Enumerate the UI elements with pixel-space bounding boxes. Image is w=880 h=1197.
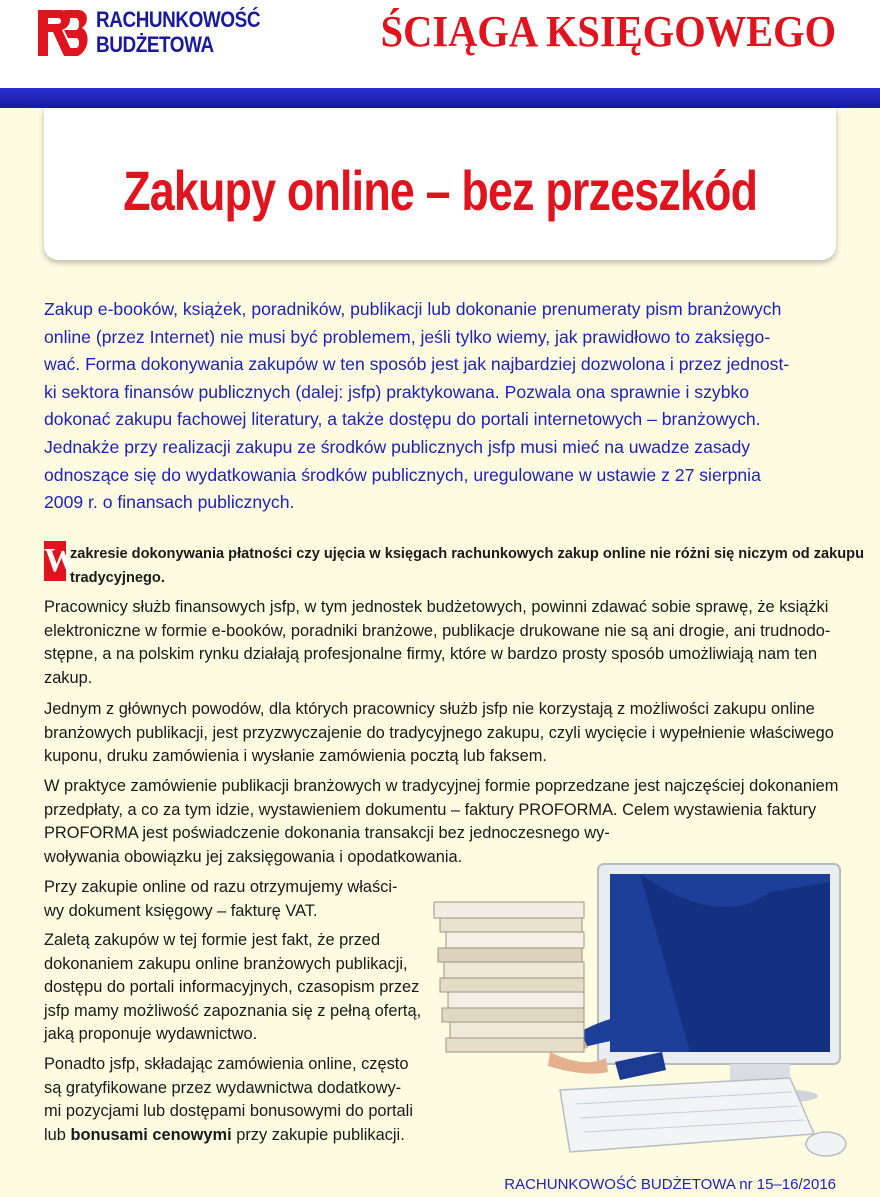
text-line: kuponu, druku zamówienia i wysłanie zamówienia pocztą lub faksem. (44, 747, 547, 766)
page-footer: RACHUNKOWOŚĆ BUDŻETOWA nr 15–16/2016 (504, 1176, 836, 1193)
intro-line: zakresie dokonywania płatności czy ujęcia w księgach rachunkowych zakup online nie różni się niczym od zakupu (70, 546, 864, 562)
body-paragraph-1 (44, 596, 836, 690)
body-paragraph-2 (44, 698, 836, 769)
text-fragment: lub (44, 1125, 71, 1144)
logo-text-line1: RACHUNKOWOŚĆ (96, 7, 261, 32)
lead-line: dokonać zakupu fachowej literatury, a także dostępu do portali internetowych – branżowych. (44, 409, 761, 430)
body-paragraph-3 (44, 775, 839, 869)
text-line: jaką proponuje wydawnictwo. (44, 1025, 258, 1044)
text-line: branżowych publikacji, jest przyzwyczajenie do tradycyjnego zakupu, czyli wycięcie i wypełnienie właściwego (44, 723, 834, 742)
text-line: Jednym z głównych powodów, dla których pracownicy służb jsfp nie korzystają z możliwości zakupu online (44, 700, 815, 718)
lead-line: wać. Forma dokonywania zakupów w ten sposób jest jak najbardziej dozwolona i przez jednost- (44, 354, 790, 375)
lead-line: odnoszące się do wydatkowania środków publicznych, uregulowane w ustawie z 27 sierpnia (44, 464, 761, 485)
lead-line: online (przez Internet) nie musi być problemem, jeśli tylko wiemy, jak prawidłowo to zaksięgo- (44, 326, 771, 347)
text-line: Zaletą zakupów w tej formie jest fakt, że przed (44, 931, 381, 949)
text-fragment: przy zakupie publikacji. (231, 1125, 405, 1144)
text-line: przedpłaty, a co za tym idzie, wystawieniem dokumentu – faktury PROFORMA. Celem wystawienia faktury (44, 800, 817, 819)
book-stack-icon (434, 902, 584, 1052)
text-line: mi pozycjami lub dostępami bonusowymi do portali (44, 1102, 413, 1121)
text-line: wy dokument księgowy – fakturę VAT. (44, 901, 318, 920)
books-computer-illustration (430, 862, 850, 1162)
lead-line: Jednakże przy realizacji zakupu ze środków publicznych jsfp musi mieć na uwadze zasady (44, 436, 751, 457)
bold-phrase: bonusami cenowymi (70, 1125, 232, 1144)
drop-cap: W (44, 542, 78, 579)
page-header (0, 0, 880, 88)
text-line: Przy zakupie online od razu otrzymujemy właści- (44, 878, 398, 896)
text-line: Pracownicy służb finansowych jsfp, w tym jednostek budżetowych, powinni zdawać sobie sprawę, że książki (44, 598, 829, 616)
logo-text-line2: BUDŻETOWA (96, 32, 214, 57)
text-line: stępne, a na polskim rynku działają profesjonalne firmy, które w bardzo prosty sposób umożliwiają nam ten (44, 645, 818, 664)
text-line: dokonaniem zakupu online branżowych publikacji, (44, 954, 408, 973)
rb-logo-icon (34, 6, 90, 60)
text-line: jsfp mamy możliwość zapoznania się z pełną ofertą, (44, 1001, 422, 1020)
article-title: Zakupy online – bez przeszkód (123, 159, 758, 222)
section-title: ŚCIĄGA KSIĘGOWEGO (380, 7, 836, 56)
intro-line: tradycyjnego. (70, 570, 165, 586)
header-divider-bar (0, 88, 880, 108)
text-line: Ponadto jsfp, składając zamówienia online, często (44, 1055, 409, 1073)
lead-paragraph (44, 296, 836, 517)
lead-line: 2009 r. o finansach publicznych. (44, 492, 295, 513)
text-line: elektroniczne w formie e-booków, poradniki branżowe, publikacje drukowane nie są ani drogie, ani trudnodo- (44, 621, 831, 640)
text-line: W praktyce zamówienie publikacji branżowych w tradycyjnej formie poprzedzane jest najczęściej dokonaniem (44, 777, 839, 795)
title-box (44, 108, 836, 260)
text-line: są gratyfikowane przez wydawnictwa dodatkowy- (44, 1078, 402, 1097)
publisher-logo (34, 4, 274, 64)
lead-line: Zakup e-booków, książek, poradników, publikacji lub dokonanie prenumeraty pism branżowych (44, 299, 782, 319)
text-line: zakup. (44, 668, 93, 687)
text-line: dostępu do portali informacyjnych, czasopism przez (44, 978, 420, 997)
text-line: PROFORMA jest poświadczenie dokonania transakcji bez jednoczesnego wy- (44, 824, 610, 843)
lead-line: ki sektora finansów publicznych (dalej: jsfp) praktykowana. Pozwala ona sprawnie i szybko (44, 381, 750, 402)
text-line: woływania obowiązku jej zaksięgowania i opodatkowania. (44, 847, 463, 866)
